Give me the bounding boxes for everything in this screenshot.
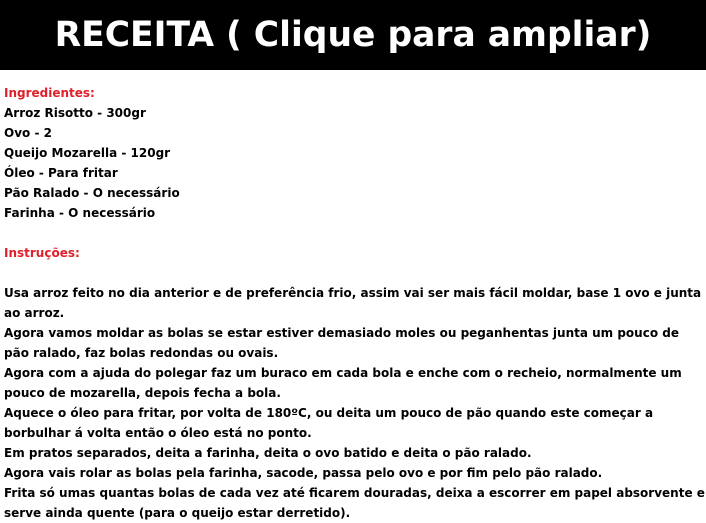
ingredient-item: Pão Ralado - O necessário <box>4 186 180 200</box>
recipe-banner-enlarge-link[interactable] <box>0 0 706 70</box>
instruction-step: Agora vais rolar as bolas pela farinha, sacode, passa pelo ovo e por fim pelo pão ralado. <box>4 466 603 480</box>
banner-title: RECEITA ( Clique para ampliar) <box>54 15 652 55</box>
instruction-step: Frita só umas quantas bolas de cada vez até ficarem douradas, deixa a escorrer em papel absorvente e serve ainda quente (para o queijo estar derretido). <box>4 486 705 520</box>
instructions-heading: Instruções: <box>4 246 80 260</box>
spacer <box>4 223 706 243</box>
ingredient-item: Óleo - Para fritar <box>4 166 118 180</box>
ingredient-item: Farinha - O necessário <box>4 206 156 220</box>
instruction-step: Aquece o óleo para fritar, por volta de 180ºC, ou deita um pouco de pão quando este começar a borbulhar á volta então o óleo está no ponto. <box>4 406 654 440</box>
ingredients-heading: Ingredientes: <box>4 86 95 100</box>
instruction-step: Agora com a ajuda do polegar faz um buraco em cada bola e enche com o recheio, normalmente um pouco de mozarella, depois fecha a bola. <box>4 366 682 400</box>
instruction-step: Usa arroz feito no dia anterior e de preferência frio, assim vai ser mais fácil moldar, base 1 ovo e junta ao arroz. <box>4 286 702 320</box>
ingredient-item: Queijo Mozarella - 120gr <box>4 146 171 160</box>
ingredient-item: Arroz Risotto - 300gr <box>4 106 146 120</box>
spacer <box>4 263 706 283</box>
ingredient-item: Ovo - 2 <box>4 126 52 140</box>
instruction-step: Agora vamos moldar as bolas se estar estiver demasiado moles ou peganhentas junta um pouco de pão ralado, faz bolas redondas ou ovais. <box>4 326 679 360</box>
instruction-step: Em pratos separados, deita a farinha, deita o ovo batido e deita o pão ralado. <box>4 446 532 460</box>
recipe-content <box>4 83 706 523</box>
